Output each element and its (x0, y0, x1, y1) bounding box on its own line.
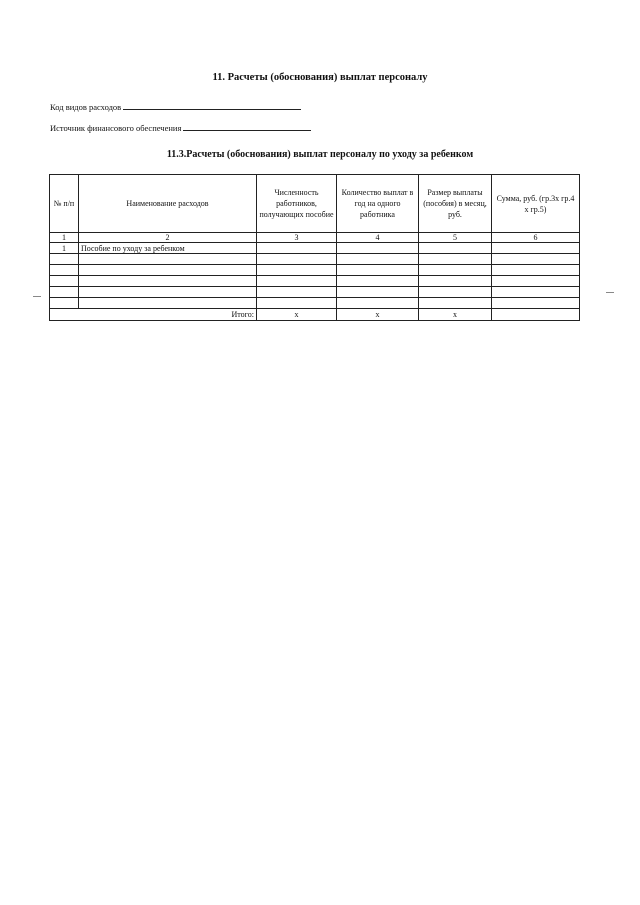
row-payments-per-year (337, 298, 419, 309)
row-name (79, 298, 257, 309)
payments-table (49, 174, 580, 321)
column-number: 2 (79, 233, 257, 243)
table-header-row (50, 175, 580, 233)
column-number: 3 (257, 233, 337, 243)
row-payment-size (419, 265, 492, 276)
scan-mark (606, 292, 614, 293)
row-payment-size (419, 243, 492, 254)
section-title: 11.3.Расчеты (обоснования) выплат персоналу по уходу за ребенком (166, 149, 474, 160)
row-workers-count (257, 265, 337, 276)
total-payment-size: x (419, 309, 492, 321)
total-payments-per-year: x (337, 309, 419, 321)
table-row (50, 287, 580, 298)
row-payments-per-year (337, 243, 419, 254)
row-payment-size (419, 254, 492, 265)
row-name (79, 254, 257, 265)
row-sum (492, 265, 580, 276)
istochnik-finansirovaniya-field (50, 122, 311, 133)
kod-vidov-raskhodov-blank (123, 101, 301, 110)
total-sum (492, 309, 580, 321)
row-number (50, 298, 79, 309)
row-workers-count (257, 298, 337, 309)
row-workers-count (257, 254, 337, 265)
document-title: 11. Расчеты (обоснования) выплат персоналу (212, 72, 428, 83)
column-number: 4 (337, 233, 419, 243)
row-number (50, 254, 79, 265)
row-name (79, 265, 257, 276)
table-row (50, 298, 580, 309)
row-payments-per-year (337, 265, 419, 276)
row-payments-per-year (337, 287, 419, 298)
row-payment-size (419, 276, 492, 287)
row-payments-per-year (337, 276, 419, 287)
table-row (50, 243, 580, 254)
header-payments-per-year: Количество выплат в год на одного работника (337, 175, 419, 233)
row-sum (492, 276, 580, 287)
row-name (79, 276, 257, 287)
table-row (50, 276, 580, 287)
row-number (50, 276, 79, 287)
row-sum (492, 243, 580, 254)
kod-vidov-raskhodov-label: Код видов расходов (50, 102, 122, 112)
header-workers-count: Численность работников, получающих пособие (257, 175, 337, 233)
row-payment-size (419, 298, 492, 309)
row-name: Пособие по уходу за ребенком (79, 243, 257, 254)
row-payments-per-year (337, 254, 419, 265)
kod-vidov-raskhodov-field (50, 101, 301, 112)
scan-mark (33, 296, 41, 297)
total-workers-count: x (257, 309, 337, 321)
table-row (50, 254, 580, 265)
row-number (50, 265, 79, 276)
row-number (50, 287, 79, 298)
row-workers-count (257, 243, 337, 254)
istochnik-finansirovaniya-label: Источник финансового обеспечения (50, 123, 182, 133)
column-number: 6 (492, 233, 580, 243)
row-name (79, 287, 257, 298)
row-payment-size (419, 287, 492, 298)
column-number: 5 (419, 233, 492, 243)
total-label: Итого: (50, 309, 257, 321)
column-number-row (50, 233, 580, 243)
table-row (50, 265, 580, 276)
column-number: 1 (50, 233, 79, 243)
header-sum: Сумма, руб. (гр.3х гр.4 х гр.5) (492, 175, 580, 233)
istochnik-finansirovaniya-blank (183, 122, 311, 131)
row-number: 1 (50, 243, 79, 254)
row-sum (492, 287, 580, 298)
total-row (50, 309, 580, 321)
header-payment-size: Размер выплаты (пособия) в месяц, руб. (419, 175, 492, 233)
header-number: № п/п (50, 175, 79, 233)
row-sum (492, 254, 580, 265)
row-workers-count (257, 276, 337, 287)
header-name: Наименование расходов (79, 175, 257, 233)
row-workers-count (257, 287, 337, 298)
row-sum (492, 298, 580, 309)
